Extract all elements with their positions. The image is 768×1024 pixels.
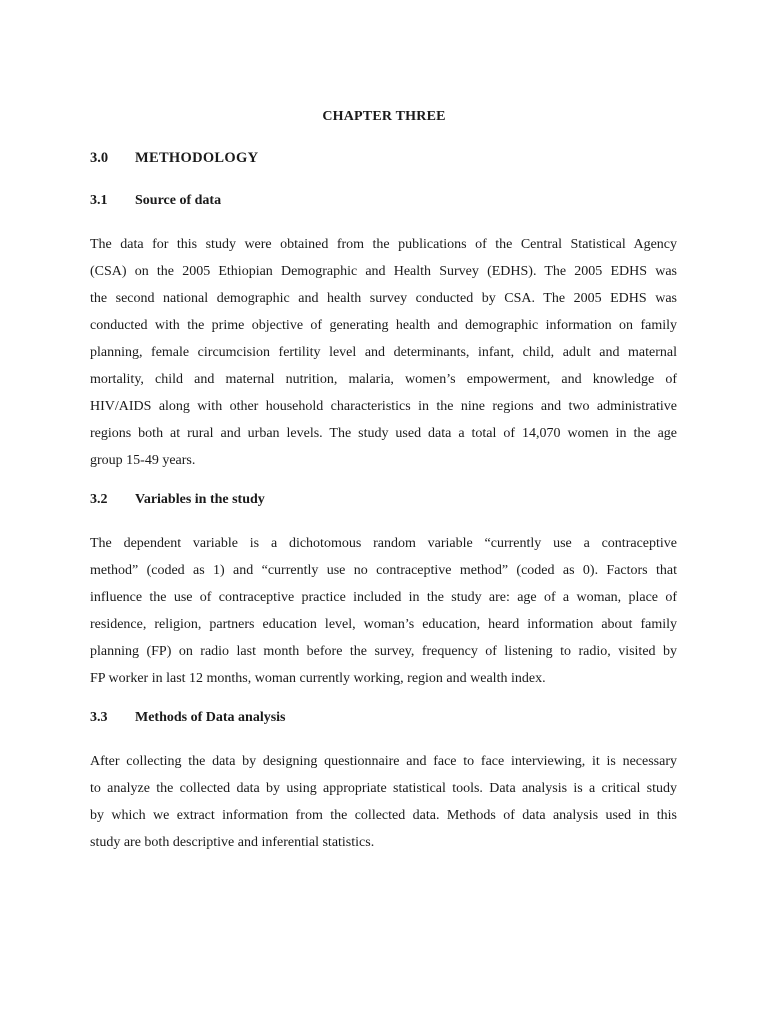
chapter-title: CHAPTER THREE bbox=[322, 109, 446, 124]
paragraph-line: mortality, child and maternal nutrition, malaria, women’s empowerment, and knowledge of bbox=[90, 372, 677, 387]
paragraph-line: by which we extract information from the collected data. Methods of data analysis used in this bbox=[90, 808, 677, 823]
paragraph-line: planning (FP) on radio last month before the survey, frequency of listening to radio, visited by bbox=[90, 644, 677, 659]
paragraph-line: planning, female circumcision fertility level and determinants, infant, child, adult and maternal bbox=[90, 345, 677, 360]
paragraph-line: the second national demographic and health survey conducted by CSA. The 2005 EDHS was bbox=[90, 291, 677, 306]
paragraph-line: (CSA) on the 2005 Ethiopian Demographic and Health Survey (EDHS). The 2005 EDHS was bbox=[90, 264, 677, 279]
paragraph-line: The dependent variable is a dichotomous random variable “currently use a contraceptive bbox=[90, 536, 677, 551]
section-title: Variables in the study bbox=[135, 492, 265, 507]
section-heading-3-0 bbox=[90, 150, 258, 167]
section-title: METHODOLOGY bbox=[135, 150, 259, 166]
section-heading-3-2 bbox=[90, 492, 265, 508]
section-title: Methods of Data analysis bbox=[135, 710, 286, 725]
section-number: 3.2 bbox=[90, 492, 108, 507]
paragraph-line: method” (coded as 1) and “currently use no contraceptive method” (coded as 0). Factors that bbox=[90, 563, 677, 578]
paragraph-source-of-data bbox=[90, 231, 677, 474]
paragraph-line: residence, religion, partners education level, woman’s education, heard information about family bbox=[90, 617, 677, 632]
paragraph-line: study are both descriptive and inferential statistics. bbox=[90, 835, 375, 850]
paragraph-line: group 15-49 years. bbox=[90, 453, 196, 468]
paragraph-variables bbox=[90, 530, 677, 692]
section-title: Source of data bbox=[135, 193, 222, 208]
paragraph-line: FP worker in last 12 months, woman currently working, region and wealth index. bbox=[90, 671, 546, 686]
section-heading-3-3 bbox=[90, 710, 286, 726]
paragraph-line: conducted with the prime objective of generating health and demographic information on family bbox=[90, 318, 677, 333]
section-number: 3.1 bbox=[90, 193, 108, 208]
paragraph-line: to analyze the collected data by using appropriate statistical tools. Data analysis is a critical study bbox=[90, 781, 677, 796]
paragraph-line: regions both at rural and urban levels. The study used data a total of 14,070 women in the age bbox=[90, 426, 677, 441]
paragraph-line: After collecting the data by designing questionnaire and face to face interviewing, it is necessary bbox=[90, 754, 677, 769]
section-heading-3-1 bbox=[90, 193, 221, 209]
paragraph-line: The data for this study were obtained from the publications of the Central Statistical Agency bbox=[90, 237, 677, 252]
section-number: 3.0 bbox=[90, 150, 109, 166]
paragraph-line: HIV/AIDS along with other household characteristics in the nine regions and two administrative bbox=[90, 399, 677, 414]
paragraph-methods bbox=[90, 748, 677, 856]
paragraph-line: influence the use of contraceptive practice included in the study are: age of a woman, place of bbox=[90, 590, 677, 605]
section-number: 3.3 bbox=[90, 710, 108, 725]
